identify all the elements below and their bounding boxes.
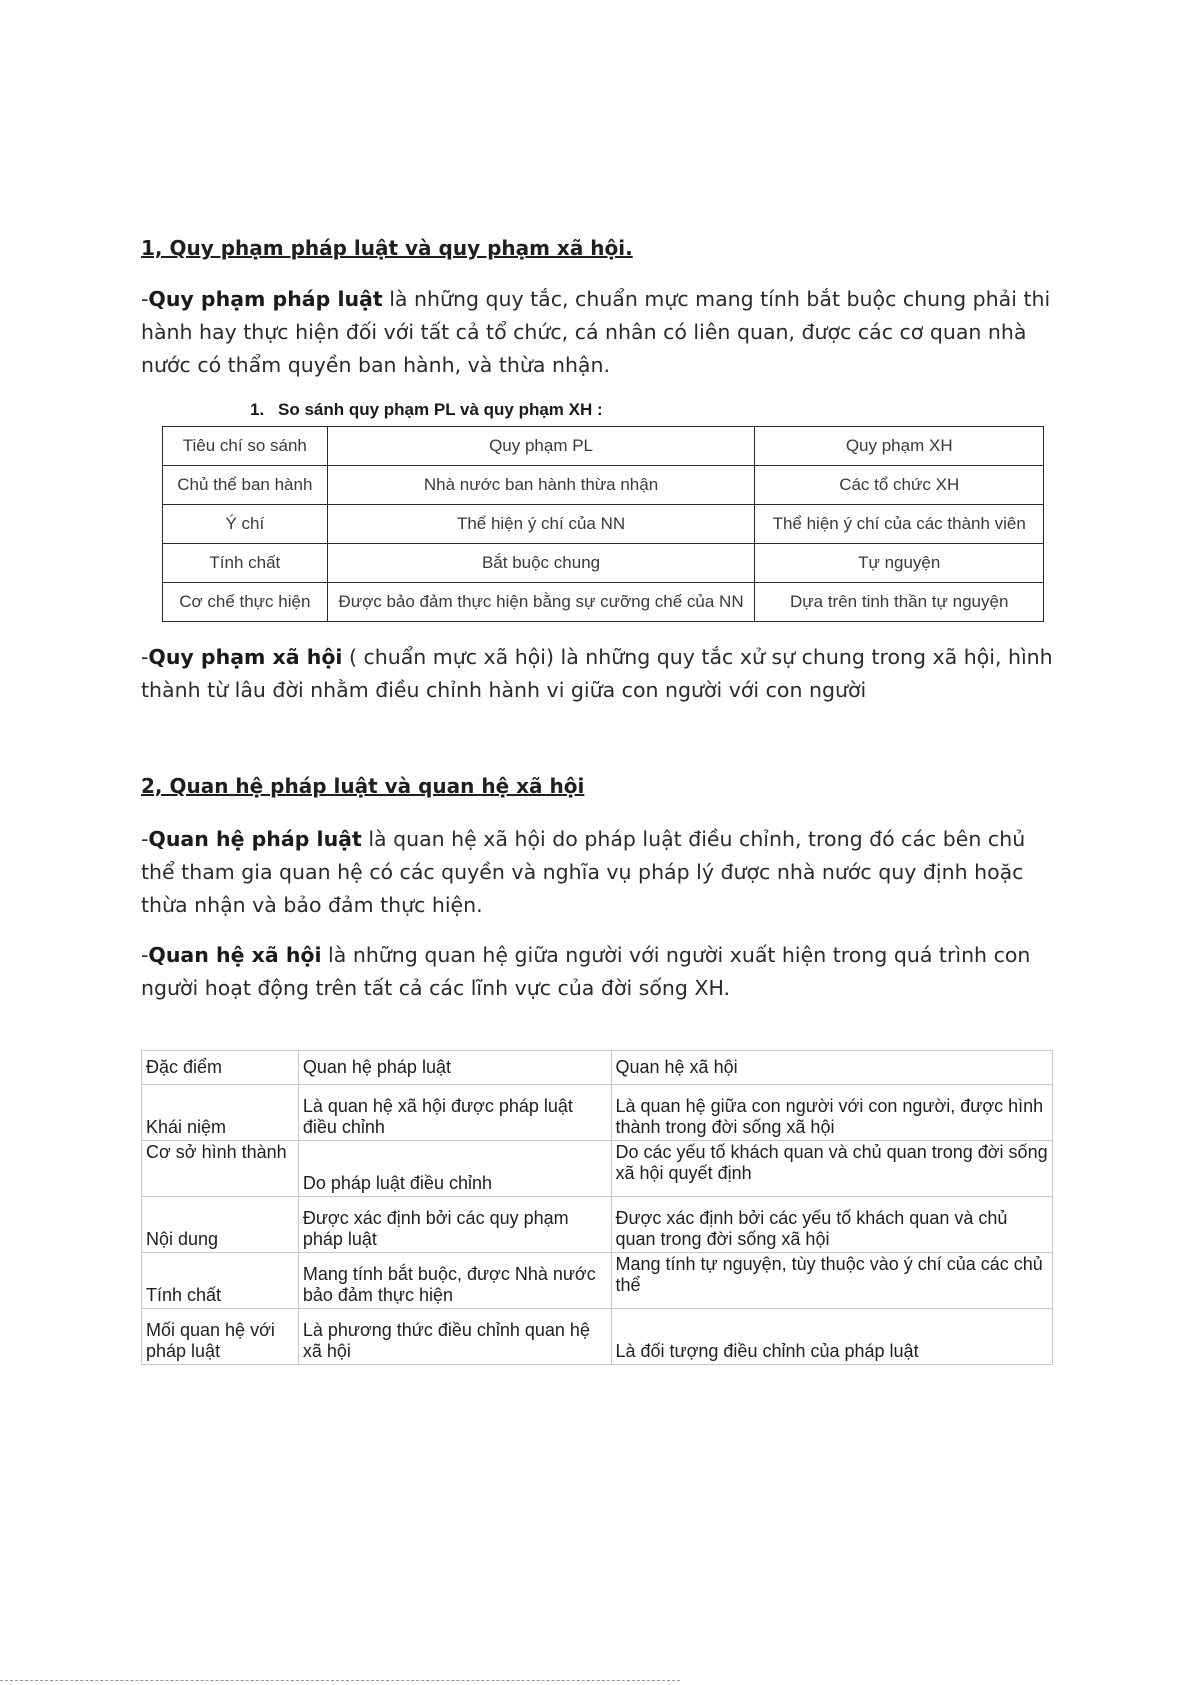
table1-caption [250,400,603,420]
table-cell: Được bảo đảm thực hiện bằng sự cưỡng chế của NN [327,583,755,622]
table-row [142,1197,1053,1253]
table-row [142,1309,1053,1365]
table-header-row [142,1051,1053,1085]
table-row [163,505,1044,544]
table-row [142,1253,1053,1309]
section1-paragraph1: -Quy phạm pháp luật là những quy tắc, chuẩn mực mang tính bắt buộc chung phải thi hành hay thực hiện đối với tất cả tổ chức, cá nhân có liên quan, được các cơ quan nhà nước có thẩm quyền ban hành, và thừa nhận. [141,287,1051,377]
table-cell: Tính chất [142,1253,299,1309]
table-header-cell: Quan hệ pháp luật [298,1051,611,1085]
table-row [163,466,1044,505]
table1-caption-number: 1. [250,400,265,419]
section2-heading: 2, Quan hệ pháp luật và quan hệ xã hội [141,774,585,798]
section2-paragraph2-text: là những quan hệ giữa người với người xuất hiện trong quá trình con người hoạt động trên tất cả các lĩnh vực của đời sống XH. [141,943,1031,1000]
section2-paragraph2: -Quan hệ xã hội là những quan hệ giữa người với người xuất hiện trong quá trình con người hoạt động trên tất cả các lĩnh vực của đời sống XH. [141,943,1031,1000]
table-cell: Do các yếu tố khách quan và chủ quan trong đời sống xã hội quyết định [611,1141,1053,1197]
table-cell: Tính chất [163,544,328,583]
table-cell: Ý chí [163,505,328,544]
table-cell: Được xác định bởi các yếu tố khách quan và chủ quan trong đời sống xã hội [611,1197,1053,1253]
table-cell: Mối quan hệ với pháp luật [142,1309,299,1365]
table-row [163,427,1044,466]
table-cell: Các tổ chức XH [755,466,1044,505]
table-row [163,544,1044,583]
section1-paragraph1-text: là những quy tắc, chuẩn mực mang tính bắt buộc chung phải thi hành hay thực hiện đối với tất cả tổ chức, cá nhân có liên quan, được các cơ quan nhà nước có thẩm quyền ban hành, và thừa nhận. [141,287,1051,377]
table-cell: Là đối tượng điều chỉnh của pháp luật [611,1309,1053,1365]
table-cell: Được xác định bởi các quy phạm pháp luật [298,1197,611,1253]
section2-paragraph1: -Quan hệ pháp luật là quan hệ xã hội do pháp luật điều chỉnh, trong đó các bên chủ thể tham gia quan hệ có các quyền và nghĩa vụ pháp lý được nhà nước quy định hoặc thừa nhận và bảo đảm thực hiện. [141,827,1026,917]
table-cell: Là quan hệ giữa con người với con người, được hình thành trong đời sống xã hội [611,1085,1053,1141]
table-cell: Bắt buộc chung [327,544,755,583]
term-quan-he-xa-hoi: Quan hệ xã hội [148,943,322,967]
table-cell: Quy phạm PL [327,427,755,466]
table-header-cell: Đặc điểm [142,1051,299,1085]
table-cell: Chủ thể ban hành [163,466,328,505]
table-cell: Quy phạm XH [755,427,1044,466]
table-cell: Nhà nước ban hành thừa nhận [327,466,755,505]
section1-heading: 1, Quy phạm pháp luật và quy phạm xã hội. [141,236,633,260]
section1-paragraph2-text: ( chuẩn mực xã hội) là những quy tắc xử sự chung trong xã hội, hình thành từ lâu đời nhằm điều chỉnh hành vi giữa con người với con người [141,645,1053,702]
table-cell: Thể hiện ý chí của NN [327,505,755,544]
table-cell: Mang tính tự nguyện, tùy thuộc vào ý chí của các chủ thể [611,1253,1053,1309]
table-cell: Tự nguyện [755,544,1044,583]
table-cell: Khái niệm [142,1085,299,1141]
table-cell: Cơ sở hình thành [142,1141,299,1197]
term-quan-he-phap-luat: Quan hệ pháp luật [148,827,362,851]
table-cell: Dựa trên tinh thần tự nguyện [755,583,1044,622]
page-bottom-divider [0,1680,680,1681]
table-header-cell: Quan hệ xã hội [611,1051,1053,1085]
table-cell: Là phương thức điều chỉnh quan hệ xã hội [298,1309,611,1365]
table-cell: Cơ chế thực hiện [163,583,328,622]
term-quy-pham-phap-luat: Quy phạm pháp luật [148,287,383,311]
table1-caption-text: So sánh quy phạm PL và quy phạm XH : [278,400,603,419]
table-cell: Là quan hệ xã hội được pháp luật điều chỉnh [298,1085,611,1141]
table-cell: Thể hiện ý chí của các thành viên [755,505,1044,544]
comparison-table-qhpl-qhxh [141,1050,1053,1365]
table-cell: Do pháp luật điều chỉnh [298,1141,611,1197]
table-cell: Tiêu chí so sánh [163,427,328,466]
table-row [142,1141,1053,1197]
table-cell: Mang tính bắt buộc, được Nhà nước bảo đảm thực hiện [298,1253,611,1309]
table-row [163,583,1044,622]
table-cell: Nội dung [142,1197,299,1253]
section1-paragraph2: -Quy phạm xã hội ( chuẩn mực xã hội) là những quy tắc xử sự chung trong xã hội, hình thành từ lâu đời nhằm điều chỉnh hành vi giữa con người với con người [141,645,1053,702]
term-quy-pham-xa-hoi: Quy phạm xã hội [148,645,343,669]
table-row [142,1085,1053,1141]
comparison-table-qppl-qpxh [162,426,1044,622]
section2-paragraph1-text: là quan hệ xã hội do pháp luật điều chỉnh, trong đó các bên chủ thể tham gia quan hệ có các quyền và nghĩa vụ pháp lý được nhà nước quy định hoặc thừa nhận và bảo đảm thực hiện. [141,827,1026,917]
